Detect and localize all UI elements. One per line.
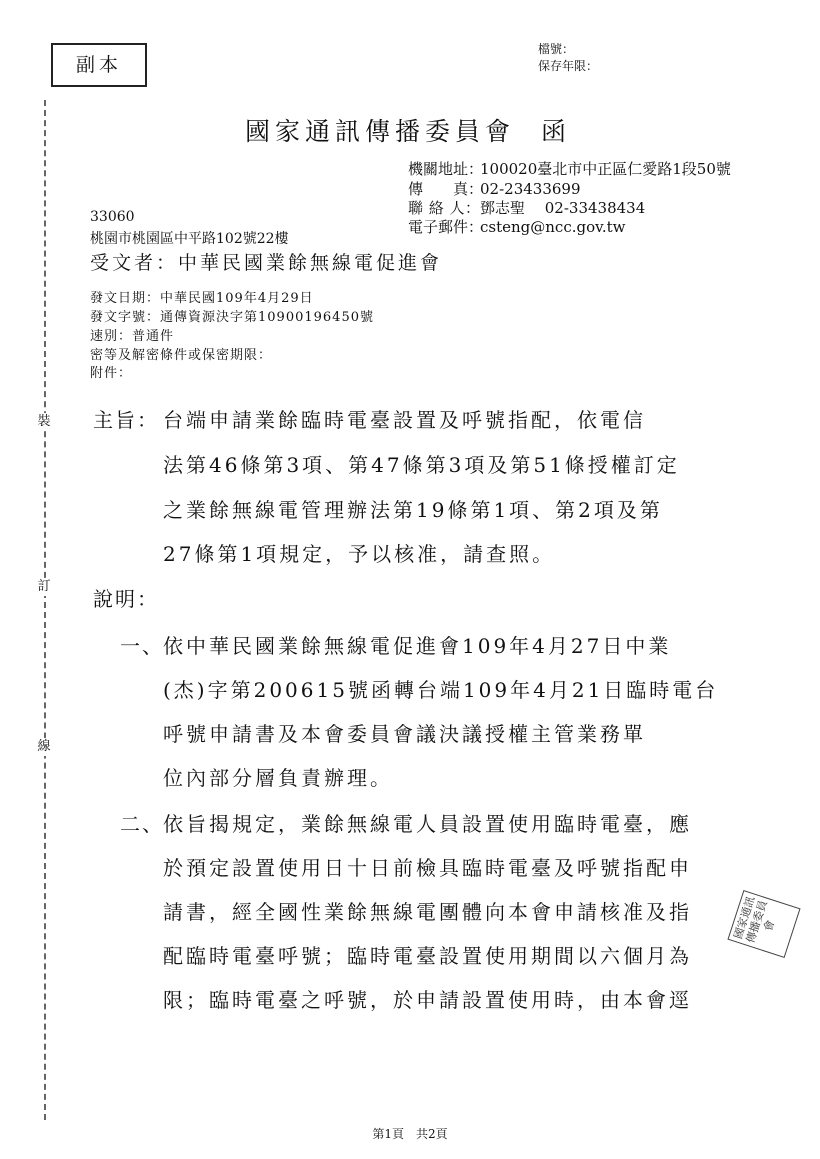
document-title: [245, 112, 571, 148]
recipient-name: 受文者：中華民國業餘無線電促進會: [90, 252, 443, 274]
contact-person-label: 聯 絡 人：: [408, 199, 480, 217]
item-line: (杰)字第200615號函轉台端109年4月21日臨時電台: [163, 678, 719, 702]
item-line: 依旨揭規定，業餘無線電人員設置使用臨時電臺，應: [163, 812, 692, 836]
secrecy-level: 密等及解密條件或保密期限：: [90, 348, 273, 363]
item-line: 位內部分層負責辦理。: [163, 766, 393, 790]
item-number: 一、: [120, 634, 164, 658]
item-line: 於預定設置使用日十日前檢具臨時電臺及呼號指配申: [163, 856, 692, 880]
item-line: 呼號申請書及本會委員會議決議授權主管業務單: [163, 722, 646, 746]
subject-line: 台端申請業餘臨時電臺設置及呼號指配，依電信: [163, 408, 646, 432]
recipient-address: 桃園市桃園區中平路102號22樓: [90, 231, 289, 247]
contact-email: [408, 216, 625, 237]
issue-date: 發文日期：中華民國109年4月29日: [90, 291, 314, 306]
retention-label: 保存年限：: [538, 59, 599, 73]
item-line: 限；臨時電臺之呼號，於申請設置使用時，由本會逕: [163, 988, 692, 1012]
binding-char-1: 裝: [37, 414, 51, 429]
subject-line: 27條第1項規定，予以核准，請查照。: [163, 542, 556, 566]
item-number: 二、: [120, 812, 164, 836]
binding-char-2: 訂: [37, 579, 51, 594]
contact-person-value: 鄧志聖 02-33438434: [480, 199, 646, 217]
contact-email-value: csteng@ncc.gov.tw: [480, 218, 626, 236]
contact-address-value: 100020臺北市中正區仁愛路1段50號: [480, 160, 731, 178]
item-line: 配臨時電臺呼號；臨時電臺設置使用期間以六個月為: [163, 944, 692, 968]
speed-class: 速別：普通件: [90, 329, 175, 344]
agency-name: 國家通訊傳播委員會: [245, 117, 516, 146]
issue-number: 發文字號：通傳資源決字第10900196450號: [90, 310, 374, 325]
copy-stamp: 副本: [51, 43, 147, 87]
contact-fax-label: 傳 真：: [408, 180, 484, 198]
contact-fax-value: 02-23433699: [480, 180, 581, 198]
file-number-label: 檔號：: [538, 42, 575, 56]
explanation-label: 說明：: [93, 587, 159, 611]
contact-fax: [408, 178, 581, 199]
agency-seal-stamp: 國家通訊傳播委員會: [727, 890, 800, 958]
contact-person: [408, 197, 645, 218]
binding-char-3: 線: [37, 739, 51, 754]
subject-line: 法第46條第3項、第47條第3項及第51條授權訂定: [163, 453, 680, 477]
subject-line: 之業餘無線電管理辦法第19條第1項、第2項及第: [163, 498, 663, 522]
page-footer: 第1頁 共2頁: [372, 1127, 448, 1141]
doc-type: 函: [541, 117, 572, 146]
attachments: 附件：: [90, 366, 133, 381]
contact-address: [408, 158, 731, 179]
contact-email-label: 電子郵件：: [408, 218, 484, 236]
item-line: 請書，經全國性業餘無線電團體向本會申請核准及指: [163, 900, 692, 924]
item-line: 依中華民國業餘無線電促進會109年4月27日中業: [163, 634, 672, 658]
recipient-zip: 33060: [90, 209, 135, 225]
subject-label: 主旨：: [93, 408, 159, 432]
binding-line: [44, 100, 46, 1120]
contact-address-label: 機關地址：: [408, 160, 484, 178]
